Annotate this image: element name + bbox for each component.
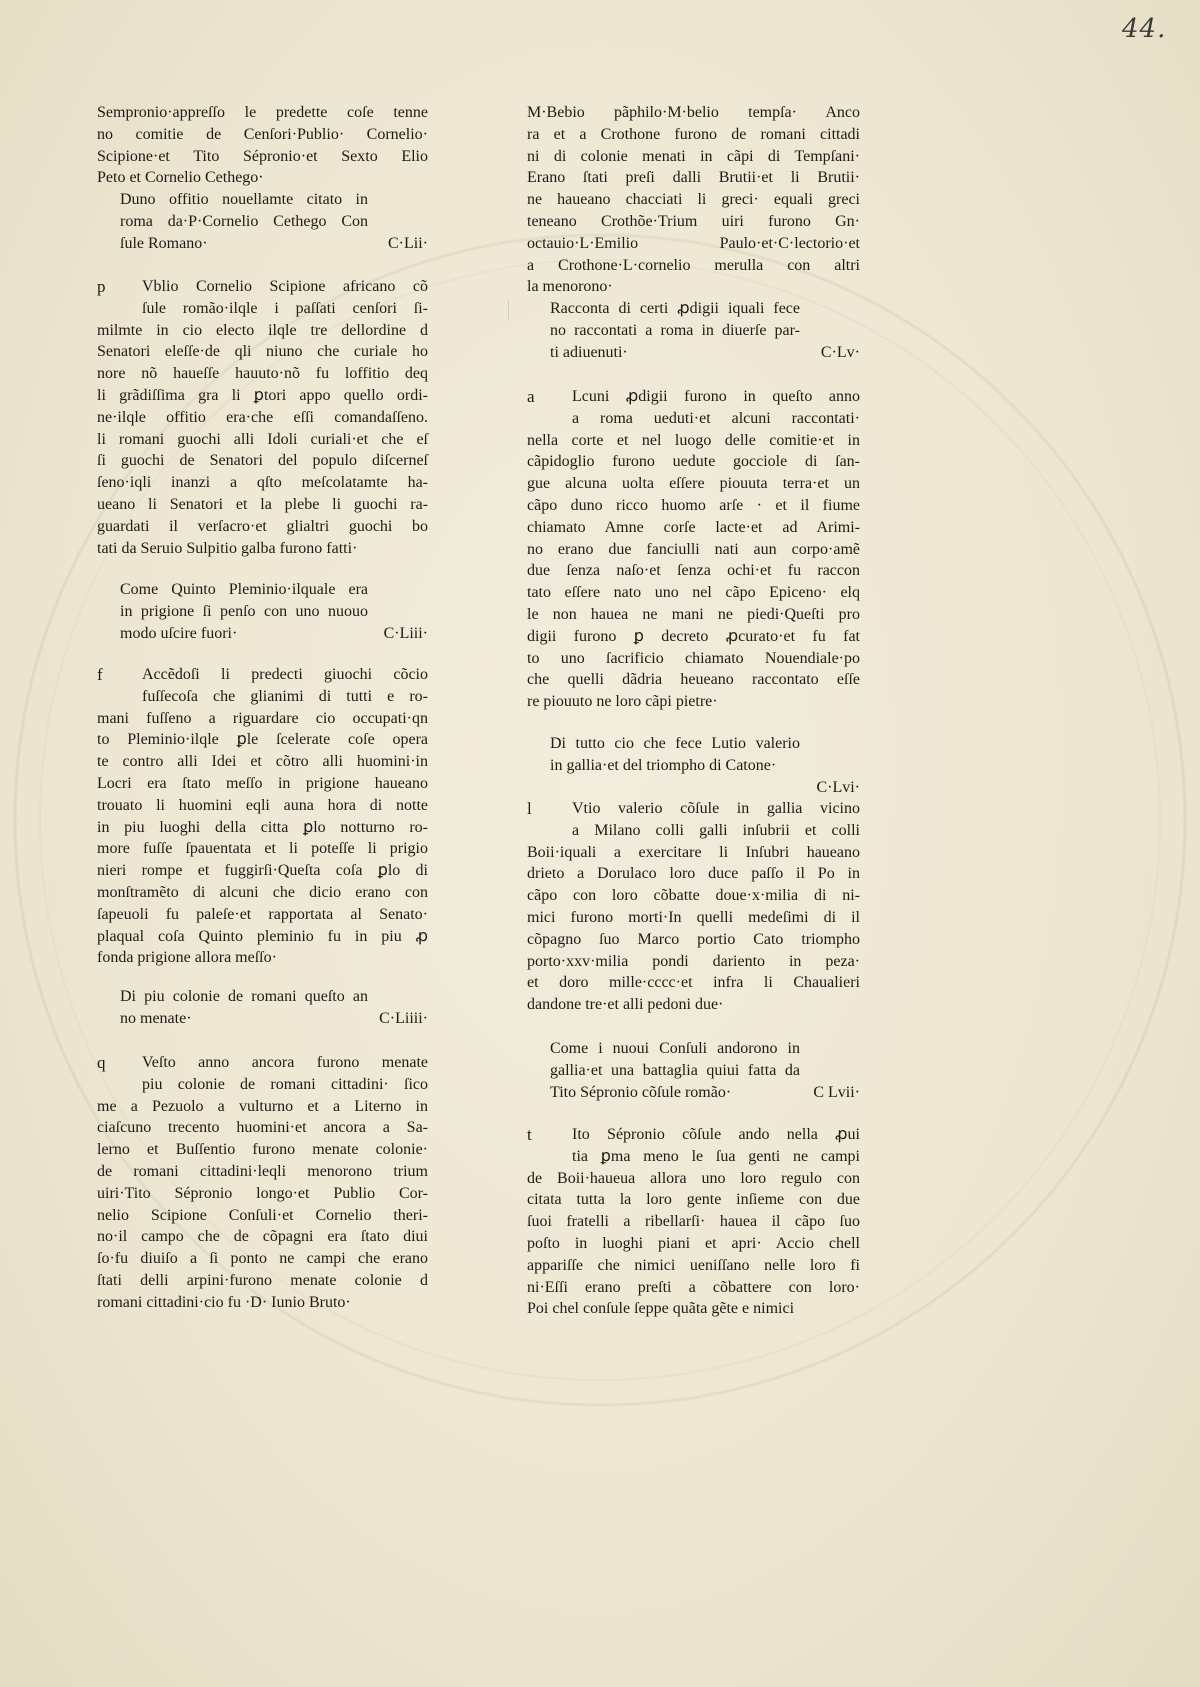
paragraph-lines [97, 664, 428, 969]
paragraph [97, 102, 428, 189]
text-line: ne·ilqle offitio era·che eſſi comandaſſeno. [97, 408, 428, 426]
paragraph-lines [97, 1052, 428, 1314]
text-line: la menorono· [527, 278, 613, 296]
chapter-heading [120, 189, 428, 254]
text-line: Boii·iquali a exercitare li Inſubri haueano [527, 843, 860, 861]
text-line: ſapeuoli fu paleſe·et rapportata al Senato· [97, 905, 428, 923]
gutter-mark [508, 300, 509, 320]
page-number: 44. [1122, 14, 1167, 44]
text-line: octauio·L·Emilio Paulo·et·C·lectorio·et [527, 234, 860, 252]
text-line: Duno offitio nouellamte citato in [120, 191, 368, 208]
text-line: more fuſſe ſpauentata et li poteſſe li prigio [97, 840, 428, 858]
text-line: appariſſe che nimici ueniſſano nelle loro fi [527, 1256, 860, 1274]
paragraph-lines [527, 1124, 860, 1320]
text-line: li grãdiſſima gra li ꝑtori appo quello ordi- [97, 386, 428, 404]
text-line: to Pleminio·ilqle ꝑle ſcelerate coſe opera [97, 731, 428, 749]
text-line: plaqual coſa Quinto pleminio fu in piu ꝓ [97, 927, 428, 945]
text-line: le non hauea ne mani ne piedi·Queſti pro [527, 605, 860, 623]
text-line: Tito Sépronio cõſule romão· [550, 1083, 732, 1101]
guide-letter: q [97, 1053, 106, 1072]
text-line: lerno et Buſſentio furono menate colonie· [97, 1141, 428, 1159]
text-line: Vblio Cornelio Scipione africano cõ [142, 278, 428, 295]
text-line: trouato li huomini eqli auna hora di notte [97, 796, 428, 814]
text-line: in prigione ſi penſo con uno nuouo [120, 602, 368, 620]
text-line: ſule Romano· [120, 234, 208, 252]
text-line: te contro alli Idei et cõtro alli huomini·in [97, 753, 428, 771]
text-line: Poi chel conſule ſeppe quãta gẽte e nimici [527, 1300, 795, 1318]
text-line: et doro mille·cccc·et infra li Chaualieri [527, 974, 860, 992]
text-line: ra et a Crothone furono de romani cittadi [527, 125, 860, 143]
text-line: ne haueano chacciati li greci· equali greci [527, 191, 860, 209]
paragraph-lines [97, 102, 428, 189]
guide-letter: l [527, 799, 532, 818]
guide-letter: a [527, 387, 535, 406]
text-line: Racconta di certi ꝓdigii iquali fece [550, 300, 800, 317]
text-line: to uno ſacrificio chiamato Nouendiale·po [527, 649, 860, 667]
text-line: ſuoi fratelli a ribellarſi· hauea il cãpo ſuo [527, 1213, 860, 1231]
text-line: Scipione·et Tito Sépronio·et Sexto Elio [97, 147, 428, 165]
text-line: ſi guochi de Senatori del populo diſcerneſ [97, 452, 428, 470]
heading-lines [550, 298, 860, 363]
text-line: de romani cittadini·leqli menorono trium [97, 1162, 428, 1180]
text-line: cõpagno ſuo Marco portio Cato triompho [527, 930, 860, 948]
right-column [527, 0, 860, 1687]
text-line: a roma ueduti·et alcuni raccontati· [572, 409, 860, 427]
text-line: Come Quinto Pleminio·ilquale era [120, 581, 368, 598]
text-line: Come i nuoui Conſuli andorono in [550, 1040, 800, 1057]
text-line: nella corte et nel luogo delle comitie·et in [527, 431, 860, 449]
text-line: poſto in luoghi piani et apri· Accio chell [527, 1234, 860, 1252]
text-line: guardati il verſacro·et glialtri guochi bo [97, 517, 428, 535]
text-line: no raccontati a roma in diuerſe par- [550, 321, 800, 339]
text-line: tia ꝑma meno le ſua genti ne campi [572, 1147, 860, 1165]
text-line: Ito Sépronio cõſule ando nella ꝓui [572, 1126, 860, 1143]
text-line: re piouuto ne loro cãpi pietre· [527, 693, 718, 711]
paragraph [97, 1052, 428, 1314]
text-line: ueano li Senatori et la plebe li guochi ra- [97, 495, 428, 513]
chapter-number: C·Lv· [820, 343, 860, 361]
text-line: drieto a Dorulaco loro duce paſſo il Po in [527, 865, 860, 883]
text-line: nieri rompe et fuggirſi·Queſta coſa ꝑlo di [97, 862, 428, 880]
text-line: in piu luoghi della citta ꝑlo notturno ro- [97, 818, 428, 836]
text-line: fonda prigione allora meſſo· [97, 949, 277, 967]
text-line: Erano ſtati preſi dalli Brutii·et li Brutii· [527, 169, 860, 187]
text-line: nelio Scipione Conſuli·et Cornelio theri- [97, 1206, 428, 1224]
chapter-number: C Lvii· [813, 1083, 860, 1101]
text-line: li romani guochi alli Idoli curiali·et che eſ [97, 430, 428, 448]
text-line: mani fuſſeno a riguardare cio occupati·qn [97, 709, 428, 727]
paragraph [97, 276, 428, 559]
chapter-number: C·Lvi· [816, 778, 860, 796]
heading-lines [120, 579, 428, 644]
text-line: ſo·fu diuiſo a ſi ponto ne campi che erano [97, 1250, 428, 1268]
paragraph-lines [527, 386, 860, 713]
text-line: in gallia·et del triompho di Catone· [550, 756, 777, 774]
text-line: no·il campo che de cõpagni era ſtato diui [97, 1228, 428, 1246]
paragraph [527, 386, 860, 713]
chapter-heading [120, 986, 428, 1030]
text-line: de Boii·haueua allora uno loro regulo con [527, 1169, 860, 1187]
text-line: no erano due fanciulli nati aun corpo·amẽ [527, 540, 860, 558]
text-line: M·Bebio pãphilo·M·belio tempſa· Anco [527, 104, 860, 121]
chapter-number: C·Liiii· [379, 1009, 428, 1027]
text-line: milmte in cio electo ilqle tre dellordine d [97, 321, 428, 339]
chapter-heading [550, 1038, 860, 1103]
text-line: cãpo duno ricco huomo arſe · et il fiume [527, 496, 860, 514]
left-column [97, 0, 428, 1687]
text-line: citata tutta la loro gente inſieme con due [527, 1191, 860, 1209]
text-line: roma da·P·Cornelio Cethego Con [120, 212, 368, 230]
text-line: romani cittadini·cio fu ·D· Iunio Bruto· [97, 1293, 351, 1311]
text-line: ſule romão·ilqle i paſſati cenſori ſi- [142, 299, 428, 317]
paragraph [527, 102, 860, 298]
text-line: cãpo con loro cõbatte doue·x·milia di ni- [527, 887, 860, 905]
text-line: uiri·Tito Sépronio longo·et Publio Cor- [97, 1184, 428, 1202]
text-line: porto·xxv·milia pondi dariento in peza· [527, 952, 860, 970]
text-line: gue alcuna uolta eſſere piouuta terra·et un [527, 475, 860, 493]
text-line: a Crothone·L·cornelio merulla con altri [527, 256, 860, 274]
text-line: ſtati delli arpini·furono menate colonie d [97, 1271, 428, 1289]
guide-letter: t [527, 1125, 532, 1144]
text-line: Senatori eleſſe·de qli niuno che curiale ho [97, 343, 428, 361]
chapter-number: C·Lii· [388, 234, 428, 252]
text-line: Sempronio·appreſſo le predette coſe tenne [97, 104, 428, 121]
text-line: ſeno·iqli inanzi a qſto meſcolatamte ha- [97, 474, 428, 492]
heading-lines [550, 733, 860, 777]
text-line: nore nõ haueſſe hauuto·nõ fu loffitio deq [97, 365, 428, 383]
chapter-heading [550, 298, 860, 363]
text-line: cãpidoglio furono uedute gocciole di ſan- [527, 453, 860, 471]
text-line: chiamato Amne corſe lacte·et ad Arimi- [527, 518, 860, 536]
text-line: mici furono morti·In quelli medeſimi di il [527, 908, 860, 926]
paragraph-lines [527, 102, 860, 298]
text-line: me a Pezuolo a vulturno et a Literno in [97, 1097, 428, 1115]
text-line: ni di colonie menati in cãpi di Tempſani· [527, 147, 860, 165]
text-line: due ſenza naſo·et ſenza ochi·et fu raccon [527, 562, 860, 580]
text-line: che quelli dãdria heueano raccontato eſſe [527, 671, 860, 689]
paragraph [527, 798, 860, 1016]
text-line: digii furono ꝑ decreto ꝓcurato·et fu fat [527, 627, 860, 645]
guide-letter: f [97, 665, 103, 684]
text-line: Accẽdoſi li predecti giuochi cõcio [142, 666, 428, 683]
chapter-heading [550, 733, 860, 798]
text-line: monſtramẽto di alcuni che dicio erano con [97, 883, 428, 901]
text-line: no menate· [120, 1009, 192, 1027]
text-line: gallia·et una battaglia quiui fatta da [550, 1061, 800, 1079]
text-line: ciaſcuno trecento huomini·et ancora a Sa- [97, 1119, 428, 1137]
text-line: Veſto anno ancora furono menate [142, 1054, 428, 1071]
text-line: tato eſſere nato uno nel cãpo Epiceno· elq [527, 584, 860, 602]
text-line: ti adiuenuti· [550, 343, 628, 361]
text-line: Vtio valerio cõſule in gallia vicino [572, 800, 860, 817]
text-line: Lcuni ꝓdigii furono in queſto anno [572, 388, 860, 405]
chapter-number: C·Liii· [383, 624, 428, 642]
guide-letter: p [97, 277, 106, 296]
text-line: Di tutto cio che fece Lutio valerio [550, 735, 800, 752]
paragraph-lines [527, 798, 860, 1016]
text-line: Di piu colonie de romani queſto an [120, 988, 368, 1005]
text-line: Locri era ſtato meſſo in prigione haueano [97, 774, 428, 792]
text-line: tati da Seruio Sulpitio galba furono fatti· [97, 539, 358, 557]
text-line: piu colonie de romani cittadini· ſico [142, 1075, 428, 1093]
text-line: no comitie de Cenſori·Publio· Cornelio· [97, 125, 428, 143]
paragraph [527, 1124, 860, 1320]
text-line: Peto et Cornelio Cethego· [97, 169, 264, 187]
paragraph [97, 664, 428, 969]
text-line: modo uſcire fuori· [120, 624, 238, 642]
text-line: teneano Crothõe·Trium uiri furono Gn· [527, 212, 860, 230]
text-line: a Milano colli galli inſubrii et colli [572, 821, 860, 839]
text-line: fuſſecoſa che glianimi di tutti e ro- [142, 687, 428, 705]
chapter-heading [120, 579, 428, 644]
text-line: dandone tre·et alli pedoni due· [527, 996, 724, 1014]
heading-lines [120, 189, 428, 254]
text-line: ni·Eſſi erano preſti a cõbattere con loro· [527, 1278, 860, 1296]
paragraph-lines [97, 276, 428, 559]
